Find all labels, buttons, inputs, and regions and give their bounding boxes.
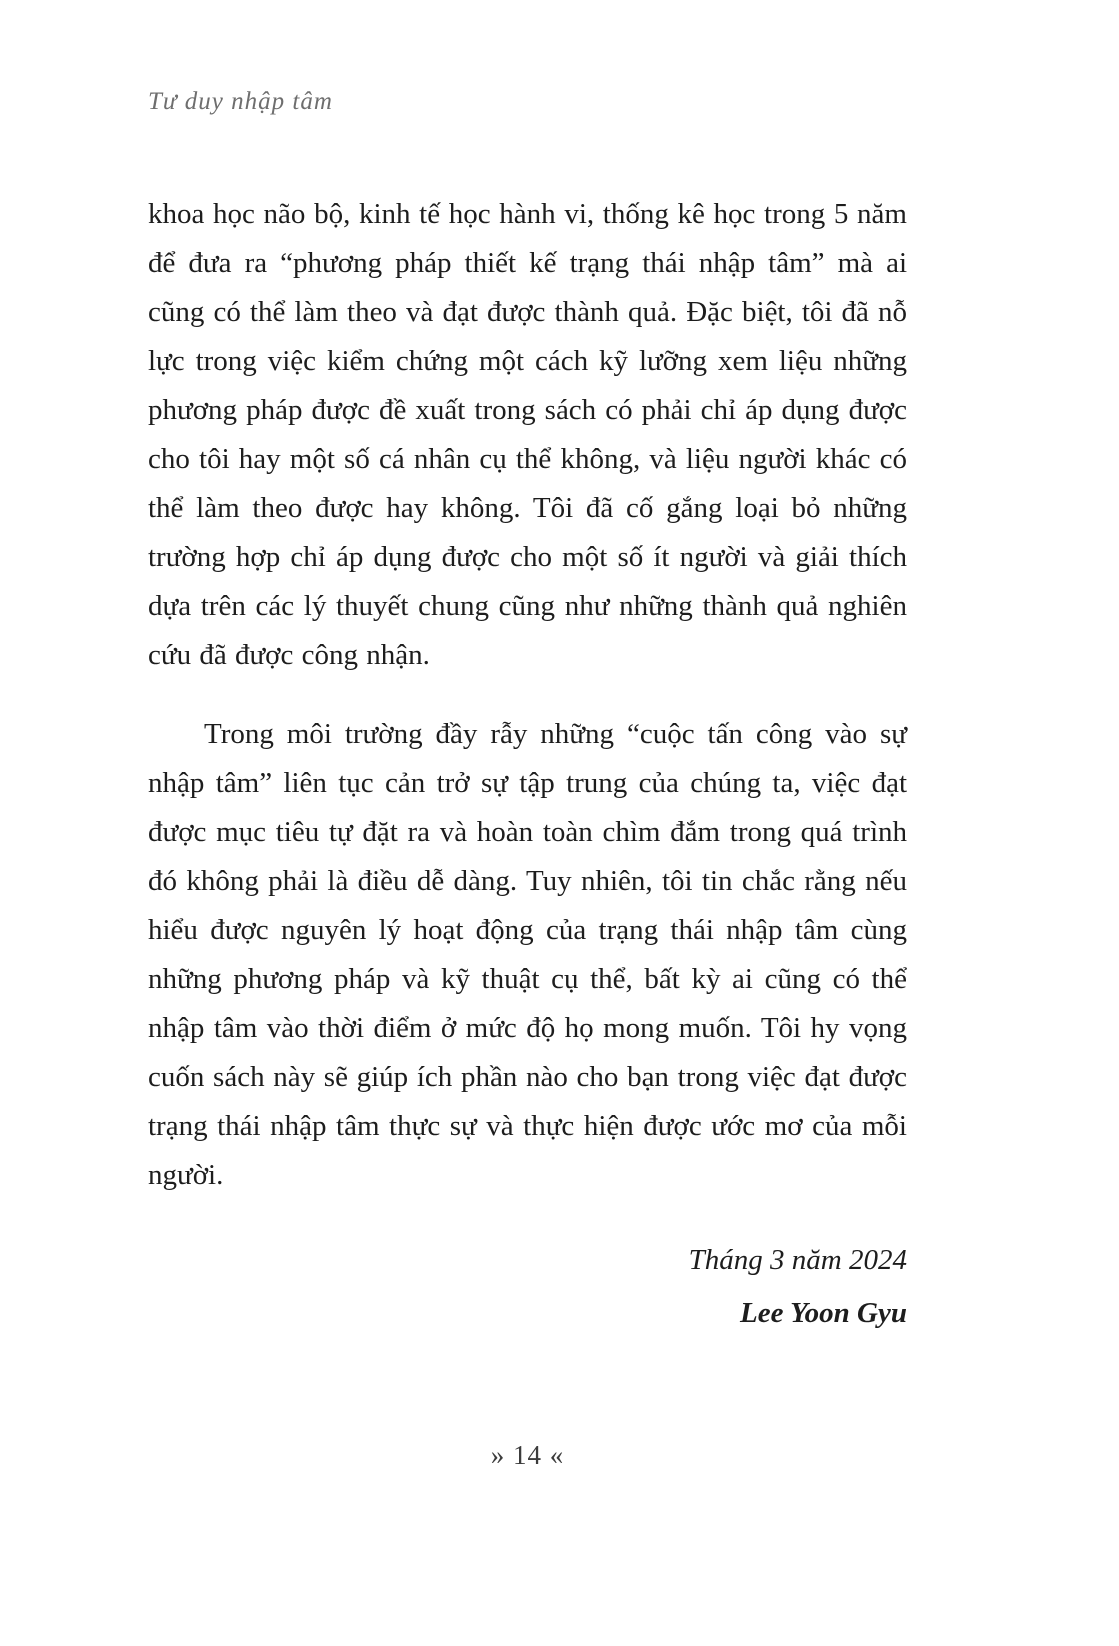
running-header: Tư duy nhập tâm bbox=[148, 88, 333, 115]
author-signature: Lee Yoon Gyu bbox=[739, 1297, 907, 1329]
signature-block bbox=[148, 1234, 907, 1340]
page-number: » 14 « bbox=[490, 1440, 565, 1470]
body-paragraph: Trong môi trường đầy rẫy những “cuộc tấn công vào sự nhập tâm” liên tục cản trở sự tập trung của chúng ta, việc đạt được mục tiêu tự đặt ra và hoàn toàn chìm đắm trong quá trình đó không phải là điều dễ dàng. Tuy nhiên, tôi tin chắc rằng nếu hiểu được nguyên lý hoạt động của trạng thái nhập tâm cùng những phương pháp và kỹ thuật cụ thể, bất kỳ ai cũng có thể nhập tâm vào thời điểm ở mức độ họ mong muốn. Tôi hy vọng cuốn sách này sẽ giúp ích phần nào cho bạn trong việc đạt được trạng thái nhập tâm thực sự và thực hiện được ước mơ của mỗi người. bbox=[148, 718, 907, 1191]
body-paragraph: khoa học não bộ, kinh tế học hành vi, thống kê học trong 5 năm để đưa ra “phương pháp thiết kế trạng thái nhập tâm” mà ai cũng có thể làm theo và đạt được thành quả. Đặc biệt, tôi đã nỗ lực trong việc kiểm chứng một cách kỹ lưỡng xem liệu những phương pháp được đề xuất trong sách có phải chỉ áp dụng được cho tôi hay một số cá nhân cụ thể không, và liệu người khác có thể làm theo được hay không. Tôi đã cố gắng loại bỏ những trường hợp chỉ áp dụng được cho một số ít người và giải thích dựa trên các lý thuyết chung cũng như những thành quả nghiên cứu đã được công nhận. bbox=[148, 198, 907, 671]
page-body bbox=[148, 190, 907, 1200]
date-line: Tháng 3 năm 2024 bbox=[688, 1244, 907, 1276]
